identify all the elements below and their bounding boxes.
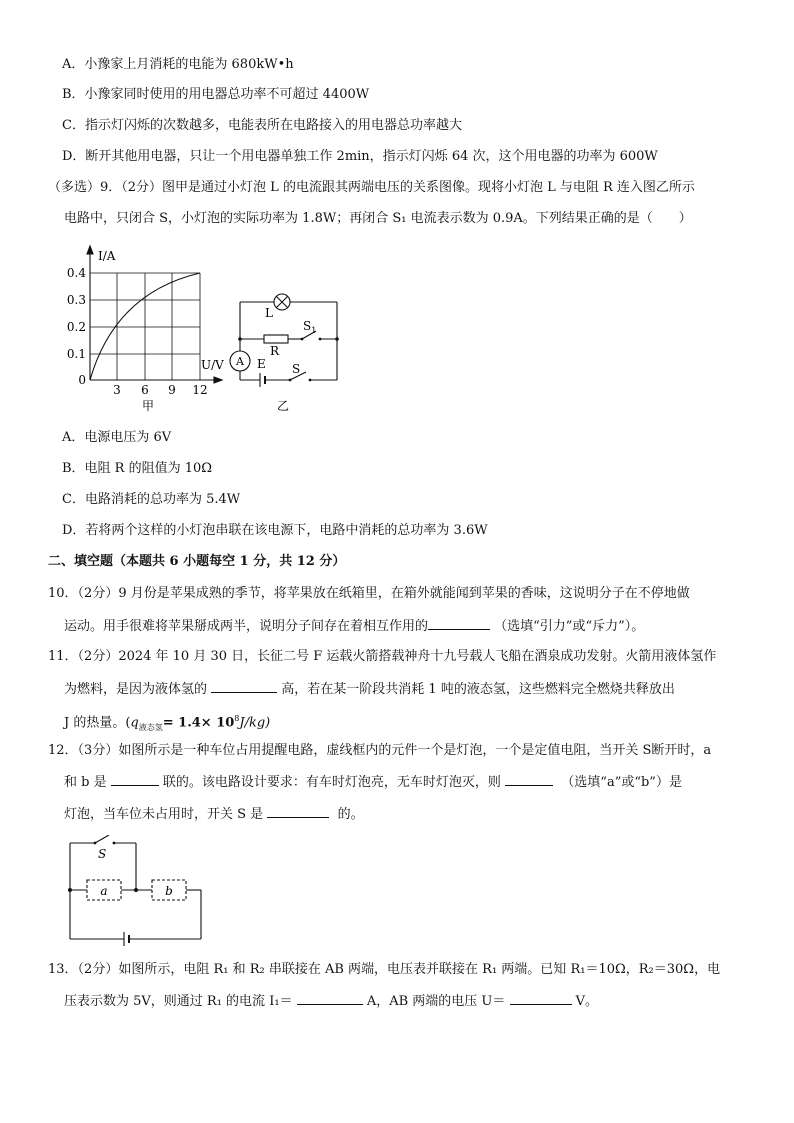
q10-line2: 运动。用手很难将苹果掰成两半，说明分子间存在着相互作用的 （选填“引力”或“斥力”）。 bbox=[64, 619, 645, 634]
q12-line2: 和 b 是 联的。该电路设计要求：有车时灯泡亮，无车时灯泡灭，则 （选填“a”或“b”）是 bbox=[64, 775, 682, 790]
q9-option-b: B．电阻 R 的阻值为 10Ω bbox=[62, 461, 213, 476]
q13-line1: 13．（2分）如图所示，电阻 R₁ 和 R₂ 串联接在 AB 两端，电压表并联接在 R₁ 两端。已知 R₁＝10Ω，R₂＝30Ω，电 bbox=[48, 962, 721, 977]
q9-stem-line2: 电路中，只闭合 S，小灯泡的实际功率为 1.8W；再闭合 S₁ 电流表示数为 0.9A。下列结果正确的是（ ） bbox=[64, 211, 692, 226]
q9-option-c: C．电路消耗的总功率为 5.4W bbox=[62, 492, 241, 507]
q13-line2: 压表示数为 5V，则通过 R₁ 的电流 I₁＝ A，AB 两端的电压 U＝ V。 bbox=[64, 994, 599, 1009]
graph-xlabel: U/V bbox=[201, 358, 224, 372]
q11-line1: 11．（2分）2024 年 10 月 30 日，长征二号 F 运载火箭搭载神舟十九号载人飞船在酒泉成功发射。火箭用液体氢作 bbox=[48, 649, 717, 664]
ytick-label: 0.2 bbox=[66, 320, 86, 334]
xtick-label: 6 bbox=[141, 383, 149, 397]
answer-blank[interactable] bbox=[211, 680, 277, 693]
q9-stem-line1: （多选）9．（2分）图甲是通过小灯泡 L 的电流跟其两端电压的关系图像。现将小灯泡 L 与电阻 R 连入图乙所示 bbox=[48, 180, 695, 195]
ammeter-label: A bbox=[236, 355, 244, 368]
q10-line1: 10．（2分）9 月份是苹果成熟的季节，将苹果放在纸箱里，在箱外就能闻到苹果的香味，这说明分子在不停地做 bbox=[48, 586, 690, 601]
q12-line1: 12．（3分）如图所示是一种车位占用提醒电路，虚线框内的元件一个是灯泡，一个是定值电阻，当开关 S断开时，a bbox=[48, 743, 712, 758]
answer-blank[interactable] bbox=[297, 992, 363, 1005]
switch-label: S bbox=[98, 847, 107, 861]
answer-blank[interactable] bbox=[111, 773, 159, 786]
switch-s-label: S bbox=[292, 362, 301, 376]
ytick-label: 0.3 bbox=[66, 293, 86, 307]
answer-blank[interactable] bbox=[267, 805, 329, 818]
q12-line3: 灯泡，当车位未占用时，开关 S 是 的。 bbox=[64, 807, 364, 822]
lamp-label: L bbox=[265, 306, 273, 320]
q9-option-d: D．若将两个这样的小灯泡串联在该电源下，电路中消耗的总功率为 3.6W bbox=[62, 523, 488, 538]
circuit-caption: 乙 bbox=[277, 399, 290, 413]
graph-ylabel: I/A bbox=[98, 249, 116, 263]
element-a-label: a bbox=[100, 884, 108, 898]
source-label: E bbox=[257, 357, 266, 371]
q8-option-d: D．断开其他用电器，只让一个用电器单独工作 2min，指示灯闪烁 64 次，这个用电器的功率为 600W bbox=[62, 149, 658, 164]
resistor-label: R bbox=[270, 344, 280, 358]
ytick-label: 0.4 bbox=[66, 266, 86, 280]
answer-blank[interactable] bbox=[428, 617, 490, 630]
q9-graph-jia bbox=[60, 238, 230, 418]
q8-option-c: C．指示灯闪烁的次数越多，电能表所在电路接入的用电器总功率越大 bbox=[62, 118, 462, 133]
ytick-label: 0.1 bbox=[66, 347, 86, 361]
q8-option-b: B．小豫家同时使用的用电器总功率不可超过 4400W bbox=[62, 87, 370, 102]
graph-caption: 甲 bbox=[141, 399, 155, 413]
answer-blank[interactable] bbox=[510, 992, 572, 1005]
xtick-label: 12 bbox=[192, 383, 208, 397]
switch-s1-label: $S_1$ bbox=[303, 319, 317, 335]
q11-line2: 为燃料，是因为液体氢的 高，若在某一阶段共消耗 1 吨的液态氢，这些燃料完全燃烧共释放出 bbox=[64, 682, 675, 697]
q12-circuit bbox=[62, 835, 212, 950]
q11-line3: J 的热量。$(q_{液态氢}= 1.4\times 10^8J/kg)$ bbox=[64, 714, 271, 732]
q8-option-a: A．小豫家上月消耗的电能为 680kW•h bbox=[62, 57, 294, 72]
q9-option-a: A．电源电压为 6V bbox=[62, 430, 172, 445]
section-title: 二、填空题（本题共 6 小题每空 1 分，共 12 分） bbox=[48, 554, 346, 569]
xtick-label: 3 bbox=[113, 383, 121, 397]
answer-blank[interactable] bbox=[505, 773, 553, 786]
element-b-label: b bbox=[165, 884, 173, 898]
origin-label: 0 bbox=[78, 373, 86, 387]
q9-circuit-yi bbox=[222, 285, 352, 420]
xtick-label: 9 bbox=[168, 383, 176, 397]
